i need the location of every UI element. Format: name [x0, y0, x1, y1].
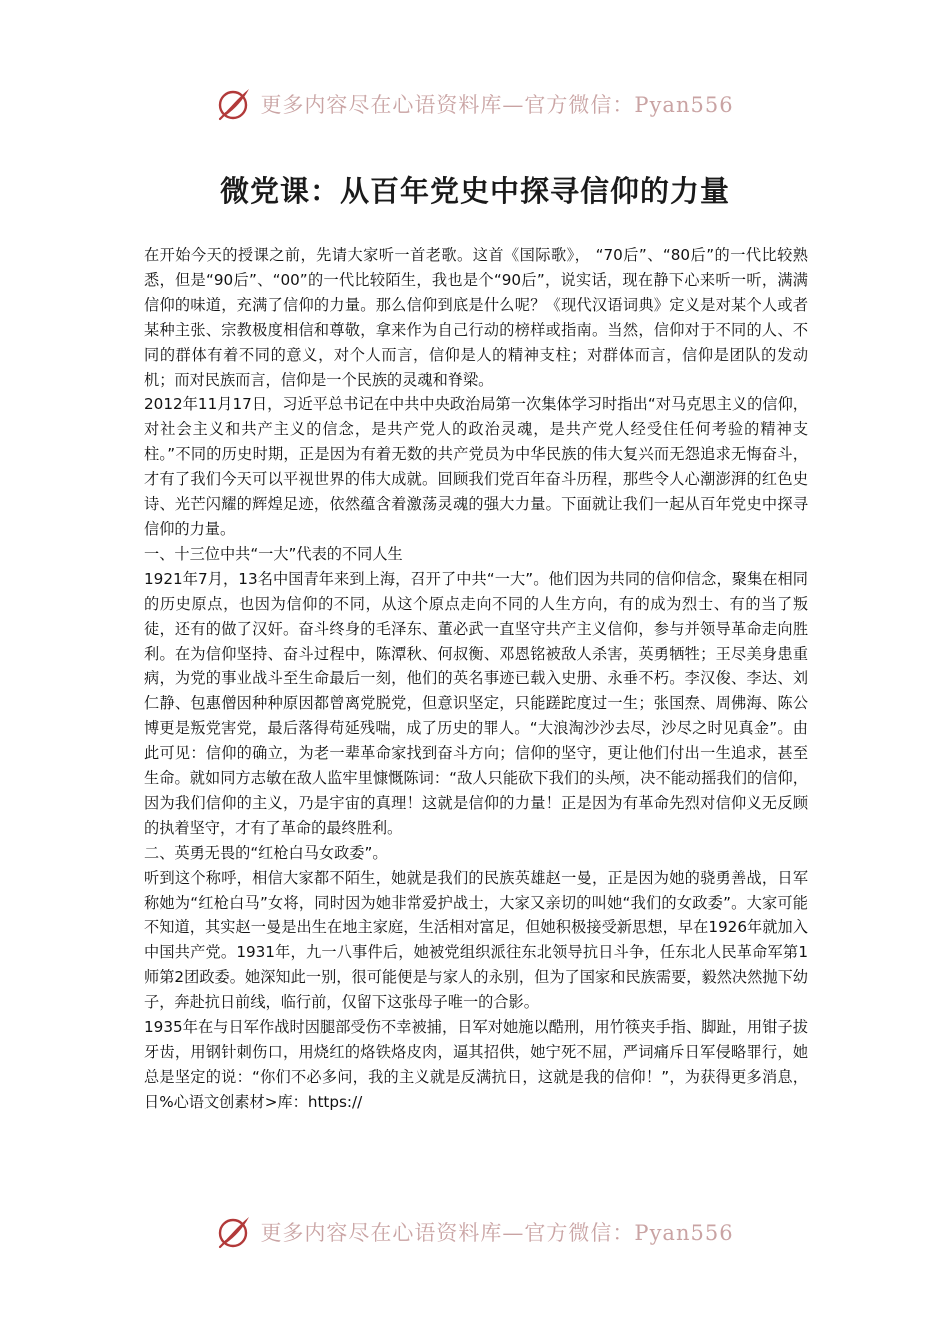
header-banner	[0, 84, 950, 124]
banner-text: 更多内容尽在心语资料库—官方微信：Pyan556	[260, 93, 734, 117]
banner-text: 更多内容尽在心语资料库—官方微信：Pyan556	[260, 1221, 734, 1245]
paragraph-section-2b: 1935年在与日军作战时因腿部受伤不幸被捕，日军对她施以酷刑，用竹筷夹手指、脚趾，用钳子拔牙齿，用钢针刺伤口，用烧红的烙铁烙皮肉，逼其招供，她宁死不屈，严词痛斥日军侵略罪行，她总是坚定的说：“你们不必多问，我的主义就是反满抗日，这就是我的信仰！”，为获得更多消息，日%心语文创素材>库：https://	[144, 1018, 808, 1111]
page-title: 微党课：从百年党史中探寻信仰的力量	[219, 174, 730, 209]
paragraph-intro: 在开始今天的授课之前，先请大家听一首老歌。这首《国际歌》， “70后”、“80后”的一代比较熟悉，但是“90后”、“00”的一代比较陌生，我也是个“90后”，说实话，现在静下心来听一听，满满信仰的味道，充满了信仰的力量。那么信仰到底是什么呢？《现代汉语词典》定义是对某个人或者某种主张、宗教极度相信和尊敬，拿来作为自己行动的榜样或指南。当然，信仰对于不同的人、不同的群体有着不同的意义，对个人而言，信仰是人的精神支柱；对群体而言，信仰是团队的发动机；而对民族而言，信仰是一个民族的灵魂和脊梁。	[144, 246, 808, 389]
footer-banner	[0, 1212, 950, 1252]
document-body	[144, 243, 808, 1115]
section-heading-1: 一、十三位中共“一大”代表的不同人生	[144, 544, 403, 563]
quill-pen-logo-icon	[216, 86, 252, 122]
quill-pen-logo-icon	[216, 1214, 252, 1250]
paragraph-quote: 2012年11月17日，习近平总书记在中共中央政治局第一次集体学习时指出“对马克思主义的信仰，对社会主义和共产主义的信念，是共产党人的政治灵魂，是共产党人经受住任何考验的精神支柱。”不同的历史时期，正是因为有着无数的共产党员为中华民族的伟大复兴而无怨追求无悔奋斗，才有了我们今天可以平视世界的伟大成就。回顾我们党百年奋斗历程，那些令人心潮澎湃的红色史诗、光芒闪耀的辉煌足迹，依然蕴含着激荡灵魂的强大力量。下面就让我们一起从百年党史中探寻信仰的力量。	[144, 395, 808, 538]
section-heading-2: 二、英勇无畏的“红枪白马女政委”。	[144, 843, 388, 862]
paragraph-section-2a: 听到这个称呼，相信大家都不陌生，她就是我们的民族英雄赵一曼，正是因为她的骁勇善战，日军称她为“红枪白马”女将，同时因为她非常爱护战士，大家又亲切的叫她“我们的女政委”。大家可能不知道，其实赵一曼是出生在地主家庭，生活相对富足，但她积极接受新思想，早在1926年就加入中国共产党。1931年，九一八事件后，她被党组织派往东北领导抗日斗争，任东北人民革命军第1师第2团政委。她深知此一别，很可能便是与家人的永别，但为了国家和民族需要，毅然决然抛下幼子，奔赴抗日前线，临行前，仅留下这张母子唯一的合影。	[144, 868, 808, 1012]
paragraph-section-1: 1921年7月，13名中国青年来到上海，召开了中共“一大”。他们因为共同的信仰信念，聚集在相同的历史原点，也因为信仰的不同，从这个原点走向不同的人生方向，有的成为烈士、有的当了叛徒，还有的做了汉奸。奋斗终身的毛泽东、董必武一直坚守共产主义信仰，参与并领导革命走向胜利。在为信仰坚持、奋斗过程中，陈潭秋、何叔衡、邓恩铭被敌人杀害，英勇牺牲；王尽美身患重病，为党的事业战斗至生命最后一刻，他们的英名事迹已载入史册、永垂不朽。李汉俊、李达、刘仁静、包惠僧因种种原因都曾离党脱党，但意识坚定，只能蹉跎度过一生；张国焘、周佛海、陈公博更是叛党害党，最后落得苟延残喘，成了历史的罪人。“大浪淘沙沙去尽，沙尽之时见真金”。由此可见：信仰的确立，为老一辈革命家找到奋斗方向；信仰的坚守，更让他们付出一生追求，甚至生命。就如同方志敏在敌人监牢里慷慨陈词：“敌人只能砍下我们的头颅，决不能动摇我们的信仰，因为我们信仰的主义，乃是宇宙的真理！这就是信仰的力量！正是因为有革命先烈对信仰义无反顾的执着坚守，才有了革命的最终胜利。	[144, 569, 808, 837]
